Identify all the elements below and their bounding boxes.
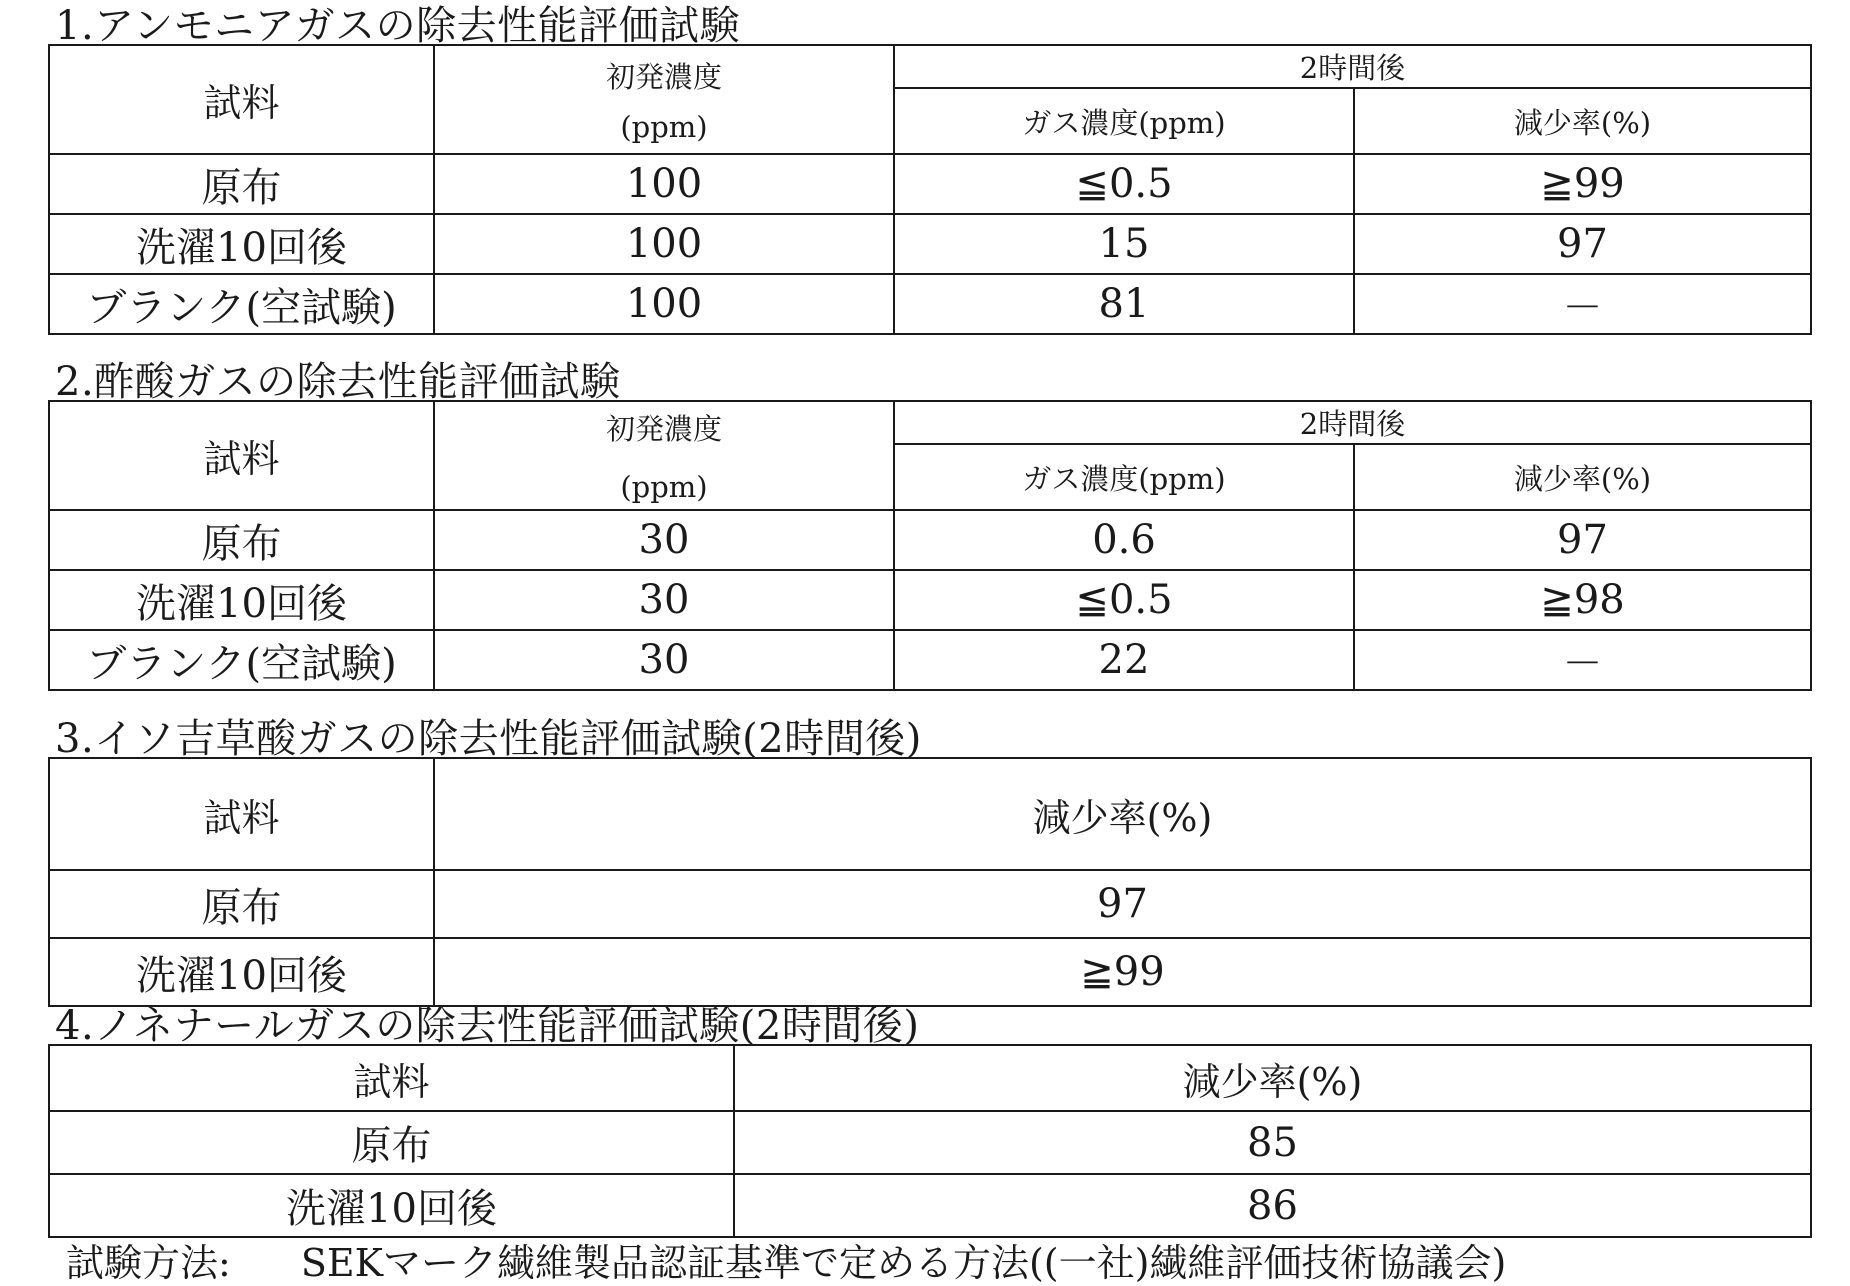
header-reduction-rate: 減少率(%) bbox=[1354, 88, 1811, 154]
rate-cell: － bbox=[1354, 630, 1811, 690]
sample-cell: 洗濯10回後 bbox=[49, 938, 434, 1006]
sample-cell: 洗濯10回後 bbox=[49, 214, 434, 274]
sample-cell: ブランク(空試験) bbox=[49, 630, 434, 690]
header-reduction-rate: 減少率(%) bbox=[1354, 444, 1811, 510]
section-3-title: 3.イソ吉草酸ガスの除去性能評価試験(2時間後) bbox=[55, 716, 922, 762]
initial-cell: 100 bbox=[434, 214, 894, 274]
header-sample: 試料 bbox=[49, 758, 434, 870]
section-1-title: 1.アンモニアガスの除去性能評価試験 bbox=[55, 3, 741, 49]
nonenal-table bbox=[48, 1044, 1812, 1238]
header-initial-concentration: 初発濃度 (ppm) bbox=[434, 45, 894, 154]
table-row bbox=[49, 1111, 1811, 1174]
gas-cell: 0.6 bbox=[894, 510, 1354, 570]
header-initial-concentration: 初発濃度 (ppm) bbox=[434, 401, 894, 510]
header-gas-concentration: ガス濃度(ppm) bbox=[894, 88, 1354, 154]
initial-cell: 30 bbox=[434, 510, 894, 570]
rate-cell: 97 bbox=[1354, 510, 1811, 570]
section-2-title: 2.酢酸ガスの除去性能評価試験 bbox=[55, 359, 621, 405]
sample-cell: 洗濯10回後 bbox=[49, 1174, 734, 1237]
sample-cell: 原布 bbox=[49, 154, 434, 214]
rate-cell: 97 bbox=[434, 870, 1811, 938]
initial-cell: 100 bbox=[434, 274, 894, 334]
rate-cell: 97 bbox=[1354, 214, 1811, 274]
acetic-acid-table bbox=[48, 400, 1812, 691]
sample-cell: 洗濯10回後 bbox=[49, 570, 434, 630]
section-4-title: 4.ノネナールガスの除去性能評価試験(2時間後) bbox=[55, 1003, 920, 1049]
header-after-2h: 2時間後 bbox=[894, 45, 1811, 88]
table-row bbox=[49, 938, 1811, 1006]
header-reduction-rate: 減少率(%) bbox=[734, 1045, 1811, 1111]
header-after-2h: 2時間後 bbox=[894, 401, 1811, 444]
table-row bbox=[49, 570, 1811, 630]
test-method-label: 試験方法: bbox=[66, 1241, 231, 1285]
sample-cell: 原布 bbox=[49, 1111, 734, 1174]
rate-cell: 86 bbox=[734, 1174, 1811, 1237]
ammonia-table bbox=[48, 44, 1812, 335]
table-row bbox=[49, 214, 1811, 274]
initial-cell: 100 bbox=[434, 154, 894, 214]
table-row bbox=[49, 870, 1811, 938]
table-row bbox=[49, 630, 1811, 690]
gas-cell: 81 bbox=[894, 274, 1354, 334]
rate-cell: ≧98 bbox=[1354, 570, 1811, 630]
sample-cell: 原布 bbox=[49, 510, 434, 570]
isovaleric-acid-table bbox=[48, 757, 1812, 1007]
table-row bbox=[49, 154, 1811, 214]
header-gas-concentration: ガス濃度(ppm) bbox=[894, 444, 1354, 510]
gas-cell: 22 bbox=[894, 630, 1354, 690]
gas-cell: 15 bbox=[894, 214, 1354, 274]
header-reduction-rate: 減少率(%) bbox=[434, 758, 1811, 870]
header-sample: 試料 bbox=[49, 1045, 734, 1111]
rate-cell: 85 bbox=[734, 1111, 1811, 1174]
gas-cell: ≦0.5 bbox=[894, 154, 1354, 214]
sample-cell: ブランク(空試験) bbox=[49, 274, 434, 334]
test-method-footer bbox=[66, 1240, 1506, 1286]
table-row bbox=[49, 1174, 1811, 1237]
initial-cell: 30 bbox=[434, 630, 894, 690]
header-sample: 試料 bbox=[49, 401, 434, 510]
header-sample: 試料 bbox=[49, 45, 434, 154]
table-row bbox=[49, 274, 1811, 334]
rate-cell: － bbox=[1354, 274, 1811, 334]
initial-cell: 30 bbox=[434, 570, 894, 630]
sample-cell: 原布 bbox=[49, 870, 434, 938]
rate-cell: ≧99 bbox=[434, 938, 1811, 1006]
gas-cell: ≦0.5 bbox=[894, 570, 1354, 630]
table-row bbox=[49, 510, 1811, 570]
test-method-text: SEKマーク繊維製品認証基準で定める方法((一社)繊維評価技術協議会) bbox=[300, 1241, 1507, 1285]
rate-cell: ≧99 bbox=[1354, 154, 1811, 214]
